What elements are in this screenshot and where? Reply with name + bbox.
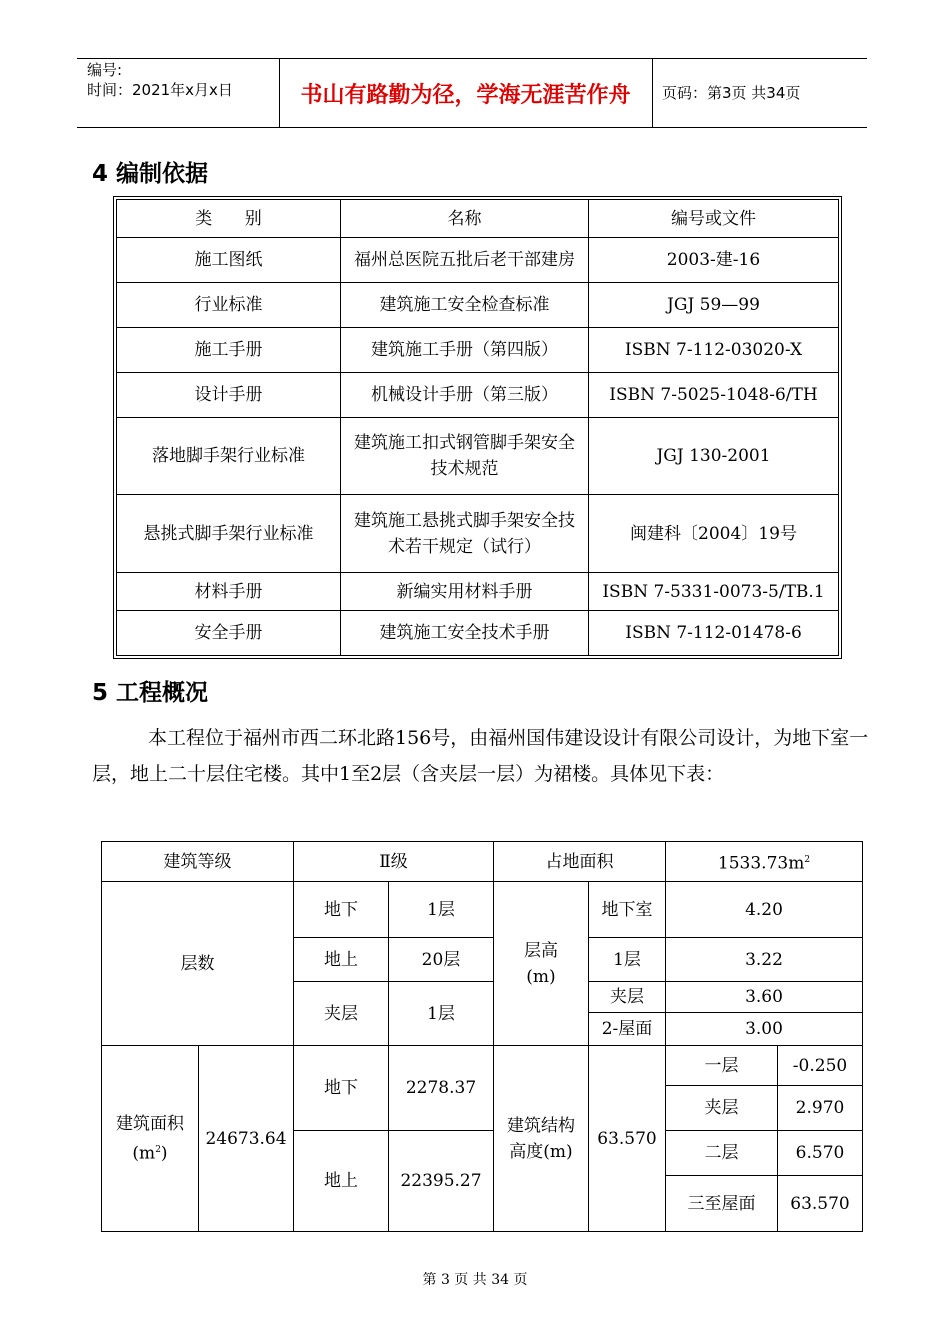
table-cell: 建筑施工手册（第四版） — [341, 328, 589, 373]
table-row — [117, 283, 839, 328]
column-header: 类 别 — [117, 200, 341, 238]
table-cell: 三至屋面 — [666, 1176, 778, 1232]
column-header: 名称 — [341, 200, 589, 238]
table-row — [117, 328, 839, 373]
table-cell: 行业标准 — [117, 283, 341, 328]
table-cell: 设计手册 — [117, 373, 341, 418]
column-header: 编号或文件 — [589, 200, 839, 238]
page-footer: 第 3 页 共 34 页 — [422, 1272, 528, 1288]
table-cell: 施工图纸 — [117, 238, 341, 283]
structure-height-value: 63.570 — [589, 1046, 666, 1232]
building-area-label: 建筑面积 $(m^2)$ — [102, 1046, 199, 1232]
floor-height-label: 层高 (m) — [494, 882, 589, 1046]
land-area-label: 占地面积 — [494, 842, 666, 882]
table-cell: 地下 — [294, 1046, 389, 1131]
table-cell: 建筑施工安全检查标准 — [341, 283, 589, 328]
table-cell: 夹层 — [294, 982, 389, 1046]
table-cell: 福州总医院五批后老干部建房 — [341, 238, 589, 283]
table-cell: 落地脚手架行业标准 — [117, 418, 341, 495]
table-cell: 地下 — [294, 882, 389, 938]
floors-label: 层数 — [102, 882, 294, 1046]
table-cell: ISBN 7-112-01478-6 — [589, 611, 839, 656]
table-cell: 安全手册 — [117, 611, 341, 656]
table-row — [117, 495, 839, 573]
table-cell: 夹层 — [666, 1086, 778, 1131]
table-cell: 4.20 — [666, 882, 863, 938]
table-cell: 2003-建-16 — [589, 238, 839, 283]
table-row — [117, 373, 839, 418]
table-cell: ISBN 7-5025-1048-6/TH — [589, 373, 839, 418]
table-cell: 1层 — [589, 938, 666, 982]
table-cell: 20层 — [389, 938, 494, 982]
header-page-label: 页码：第3页 共34页 — [662, 84, 801, 102]
table-row — [117, 238, 839, 283]
structure-height-label: 建筑结构 高度(m) — [494, 1046, 589, 1232]
table-cell: JGJ 59—99 — [589, 283, 839, 328]
table-cell: 地上 — [294, 1131, 389, 1232]
table-cell: 新编实用材料手册 — [341, 573, 589, 611]
table-cell: 机械设计手册（第三版） — [341, 373, 589, 418]
table-row — [102, 1046, 863, 1086]
table-header-row — [117, 200, 839, 238]
table-row — [102, 882, 863, 938]
table-cell: 材料手册 — [117, 573, 341, 611]
header-divider — [652, 59, 653, 127]
grade-label: 建筑等级 — [102, 842, 294, 882]
table-cell: -0.250 — [778, 1046, 863, 1086]
table-cell: ISBN 7-5331-0073-5/TB.1 — [589, 573, 839, 611]
table-cell: 建筑施工悬挑式脚手架安全技术若干规定（试行） — [341, 495, 589, 573]
table-row — [117, 418, 839, 495]
section-4-title: 4 编制依据 — [92, 161, 209, 187]
table-cell: JGJ 130-2001 — [589, 418, 839, 495]
table-cell: 3.00 — [666, 1013, 863, 1046]
table-cell: 2278.37 — [389, 1046, 494, 1131]
table-row — [102, 842, 863, 882]
building-area-total: 24673.64 — [199, 1046, 294, 1232]
page-header — [77, 58, 867, 128]
basis-table — [116, 199, 839, 656]
table-cell: 2.970 — [778, 1086, 863, 1131]
table-cell: 2-屋面 — [589, 1013, 666, 1046]
table-cell: 一层 — [666, 1046, 778, 1086]
table-cell: 地上 — [294, 938, 389, 982]
table-cell: 建筑施工扣式钢管脚手架安全技术规范 — [341, 418, 589, 495]
project-overview-paragraph: 本工程位于福州市西二环北路156号，由福州国伟建设设计有限公司设计，为地下室一层，地上二十层住宅楼。其中1至2层（含夹层一层）为裙楼。具体见下表： — [92, 727, 869, 785]
table-row — [117, 573, 839, 611]
table-cell: 22395.27 — [389, 1131, 494, 1232]
table-row — [117, 611, 839, 656]
grade-value: Ⅱ级 — [294, 842, 494, 882]
table-cell: 63.570 — [778, 1176, 863, 1232]
header-motto: 书山有路勤为径，学海无涯苦作舟 — [300, 81, 631, 108]
table-cell: 闽建科〔2004〕19号 — [589, 495, 839, 573]
table-cell: 夹层 — [589, 982, 666, 1013]
project-overview-table — [101, 841, 863, 1232]
table-cell: 施工手册 — [117, 328, 341, 373]
table-cell: 1层 — [389, 882, 494, 938]
table-cell: ISBN 7-112-03020-X — [589, 328, 839, 373]
table-cell: 3.22 — [666, 938, 863, 982]
table-cell: 地下室 — [589, 882, 666, 938]
table-cell: 3.60 — [666, 982, 863, 1013]
document-time-label: 时间：2021年x月x日 — [87, 81, 233, 99]
section-5-title: 5 工程概况 — [92, 680, 209, 706]
table-cell: 悬挑式脚手架行业标准 — [117, 495, 341, 573]
table-cell: 1层 — [389, 982, 494, 1046]
table-cell: 建筑施工安全技术手册 — [341, 611, 589, 656]
land-area-value: $1533.73m^2$ — [666, 842, 863, 882]
table-cell: 6.570 — [778, 1131, 863, 1176]
document-id-label: 编号: — [87, 61, 123, 79]
table-cell: 二层 — [666, 1131, 778, 1176]
